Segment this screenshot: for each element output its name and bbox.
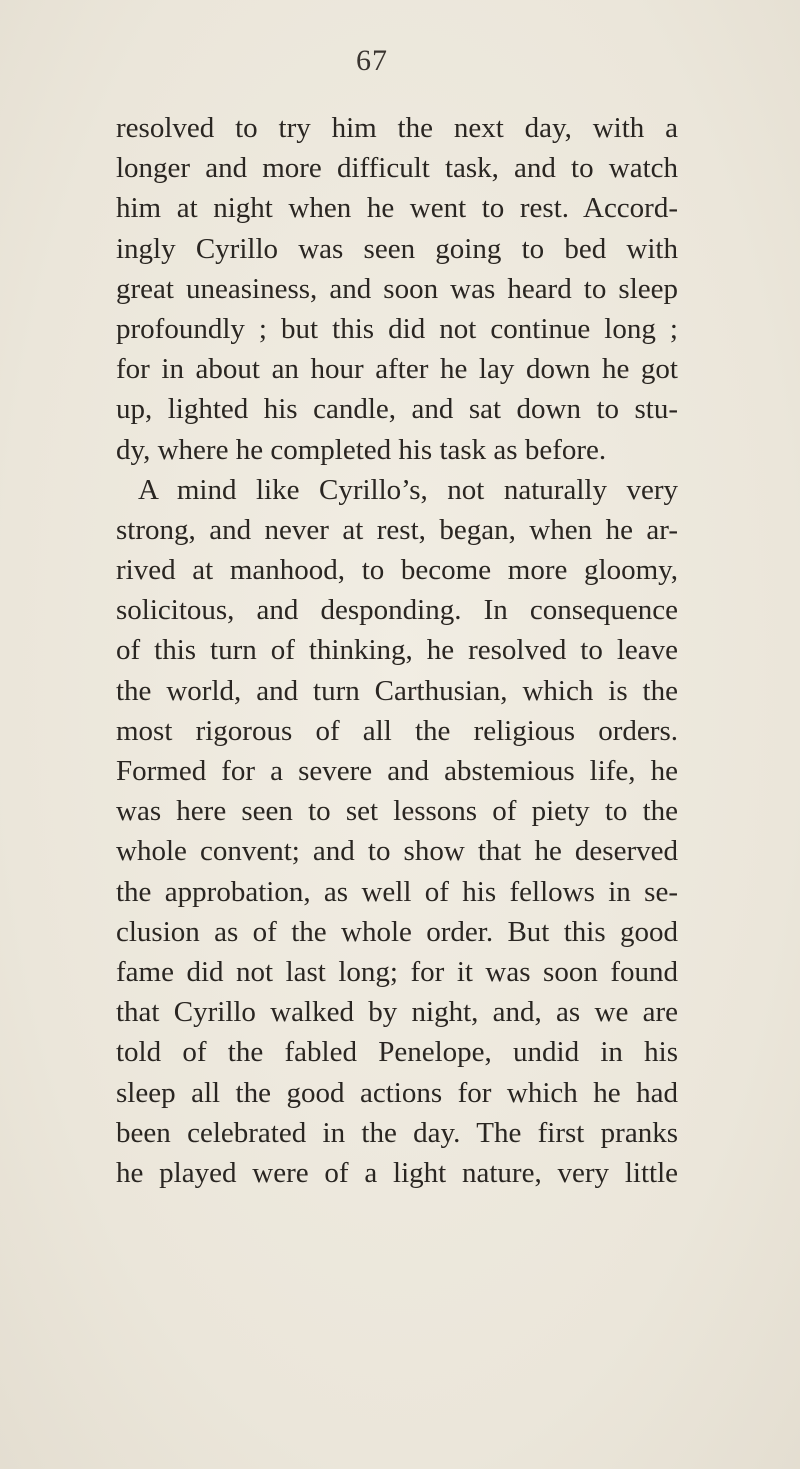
text-line: the approbation, as well of his fellows in se- xyxy=(116,875,678,908)
body-text xyxy=(116,108,678,1193)
text-line: been celebrated in the day. The first pranks xyxy=(116,1116,678,1149)
text-line: up, lighted his candle, and sat down to stu- xyxy=(116,393,678,426)
text-line: profoundly ; but this did not continue long ; xyxy=(116,312,678,345)
text-line: rived at manhood, to become more gloomy, xyxy=(116,554,678,587)
text-line: that Cyrillo walked by night, and, as we are xyxy=(116,996,678,1029)
text-line: he played were of a light nature, very little xyxy=(116,1156,678,1189)
text-line: Formed for a severe and abstemious life, he xyxy=(116,755,678,787)
text-line: was here seen to set lessons of piety to the xyxy=(116,795,678,828)
page-number: 67 xyxy=(356,44,388,77)
text-line: for in about an hour after he lay down he got xyxy=(116,353,678,386)
text-line: great uneasiness, and soon was heard to sleep xyxy=(116,272,678,305)
text-line: A mind like Cyrillo’s, not naturally very xyxy=(138,473,678,506)
text-line: ingly Cyrillo was seen going to bed with xyxy=(116,232,678,265)
text-line: sleep all the good actions for which he had xyxy=(116,1076,678,1109)
text-line: him at night when he went to rest. Accord- xyxy=(116,192,678,225)
text-line: the world, and turn Carthusian, which is the xyxy=(116,674,678,707)
text-line: longer and more difficult task, and to watch xyxy=(116,152,678,185)
text-line: told of the fabled Penelope, undid in his xyxy=(116,1036,678,1069)
text-line: of this turn of thinking, he resolved to leave xyxy=(116,634,678,667)
text-line: strong, and never at rest, began, when he ar- xyxy=(116,513,678,546)
text-line: clusion as of the whole order. But this good xyxy=(116,915,678,948)
text-line: most rigorous of all the religious orders. xyxy=(116,714,678,747)
text-line: dy, where he completed his task as before. xyxy=(116,433,607,466)
text-line: resolved to try him the next day, with a xyxy=(116,112,678,144)
text-line: solicitous, and desponding. In consequence xyxy=(116,594,678,627)
text-line: fame did not last long; for it was soon found xyxy=(116,955,678,988)
text-line: whole convent; and to show that he deserved xyxy=(116,835,678,868)
